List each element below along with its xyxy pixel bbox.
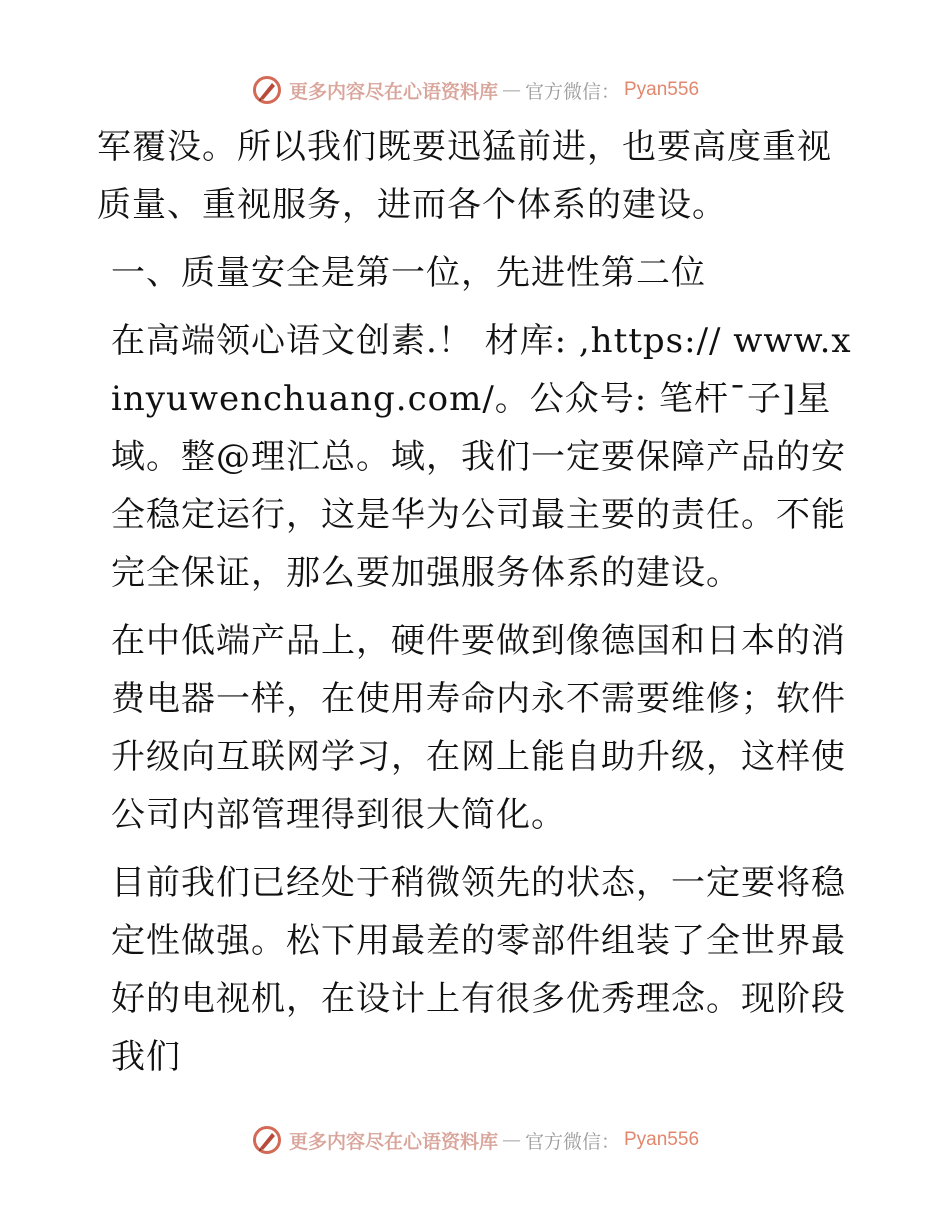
header-brand-text: 更多内容尽在心语资料库 [288,80,498,103]
header-banner [0,70,950,110]
paragraph-3: 在中低端产品上，硬件要做到像德国和日本的消费电器一样，在使用寿命内永不需要维修；软件升级向互联网学习，在网上能自助升级，这样使公司内部管理得到很大简化。 [111,621,846,835]
footer-brand-text: 更多内容尽在心语资料库 [288,1130,498,1153]
pen-logo-icon [251,74,283,106]
paragraph-2: 在高端领心语文创素.！ 材库: ,https:// www.xinyuwenchuang.com/。公众号: 笔杆¯子]星域。整@理汇总。域，我们一定要保障产品的安全稳定运行，这是华为公司最主要的责任。不能完全保证，那么要加强服务体系的建设。 [111,321,852,593]
paragraph-4: 目前我们已经处于稍微领先的状态，一定要将稳定性做强。松下用最差的零部件组装了全世界最好的电视机，在设计上有很多优秀理念。现阶段我们 [111,863,846,1077]
header-wechat-id: Pyan556 [624,79,700,100]
footer-wechat-id: Pyan556 [624,1129,700,1150]
footer-wechat-label: 官方微信： [524,1130,620,1153]
footer-dash: — [501,1129,521,1151]
header-dash: — [501,79,521,101]
pen-logo-icon [251,1124,283,1156]
document-body [97,118,857,1096]
header-wechat-label: 官方微信： [524,80,620,103]
section-heading: 一、质量安全是第一位，先进性第二位 [111,253,706,293]
footer-banner [0,1120,950,1160]
paragraph-1: 军覆没。所以我们既要迅猛前进，也要高度重视质量、重视服务，进而各个体系的建设。 [97,127,832,225]
